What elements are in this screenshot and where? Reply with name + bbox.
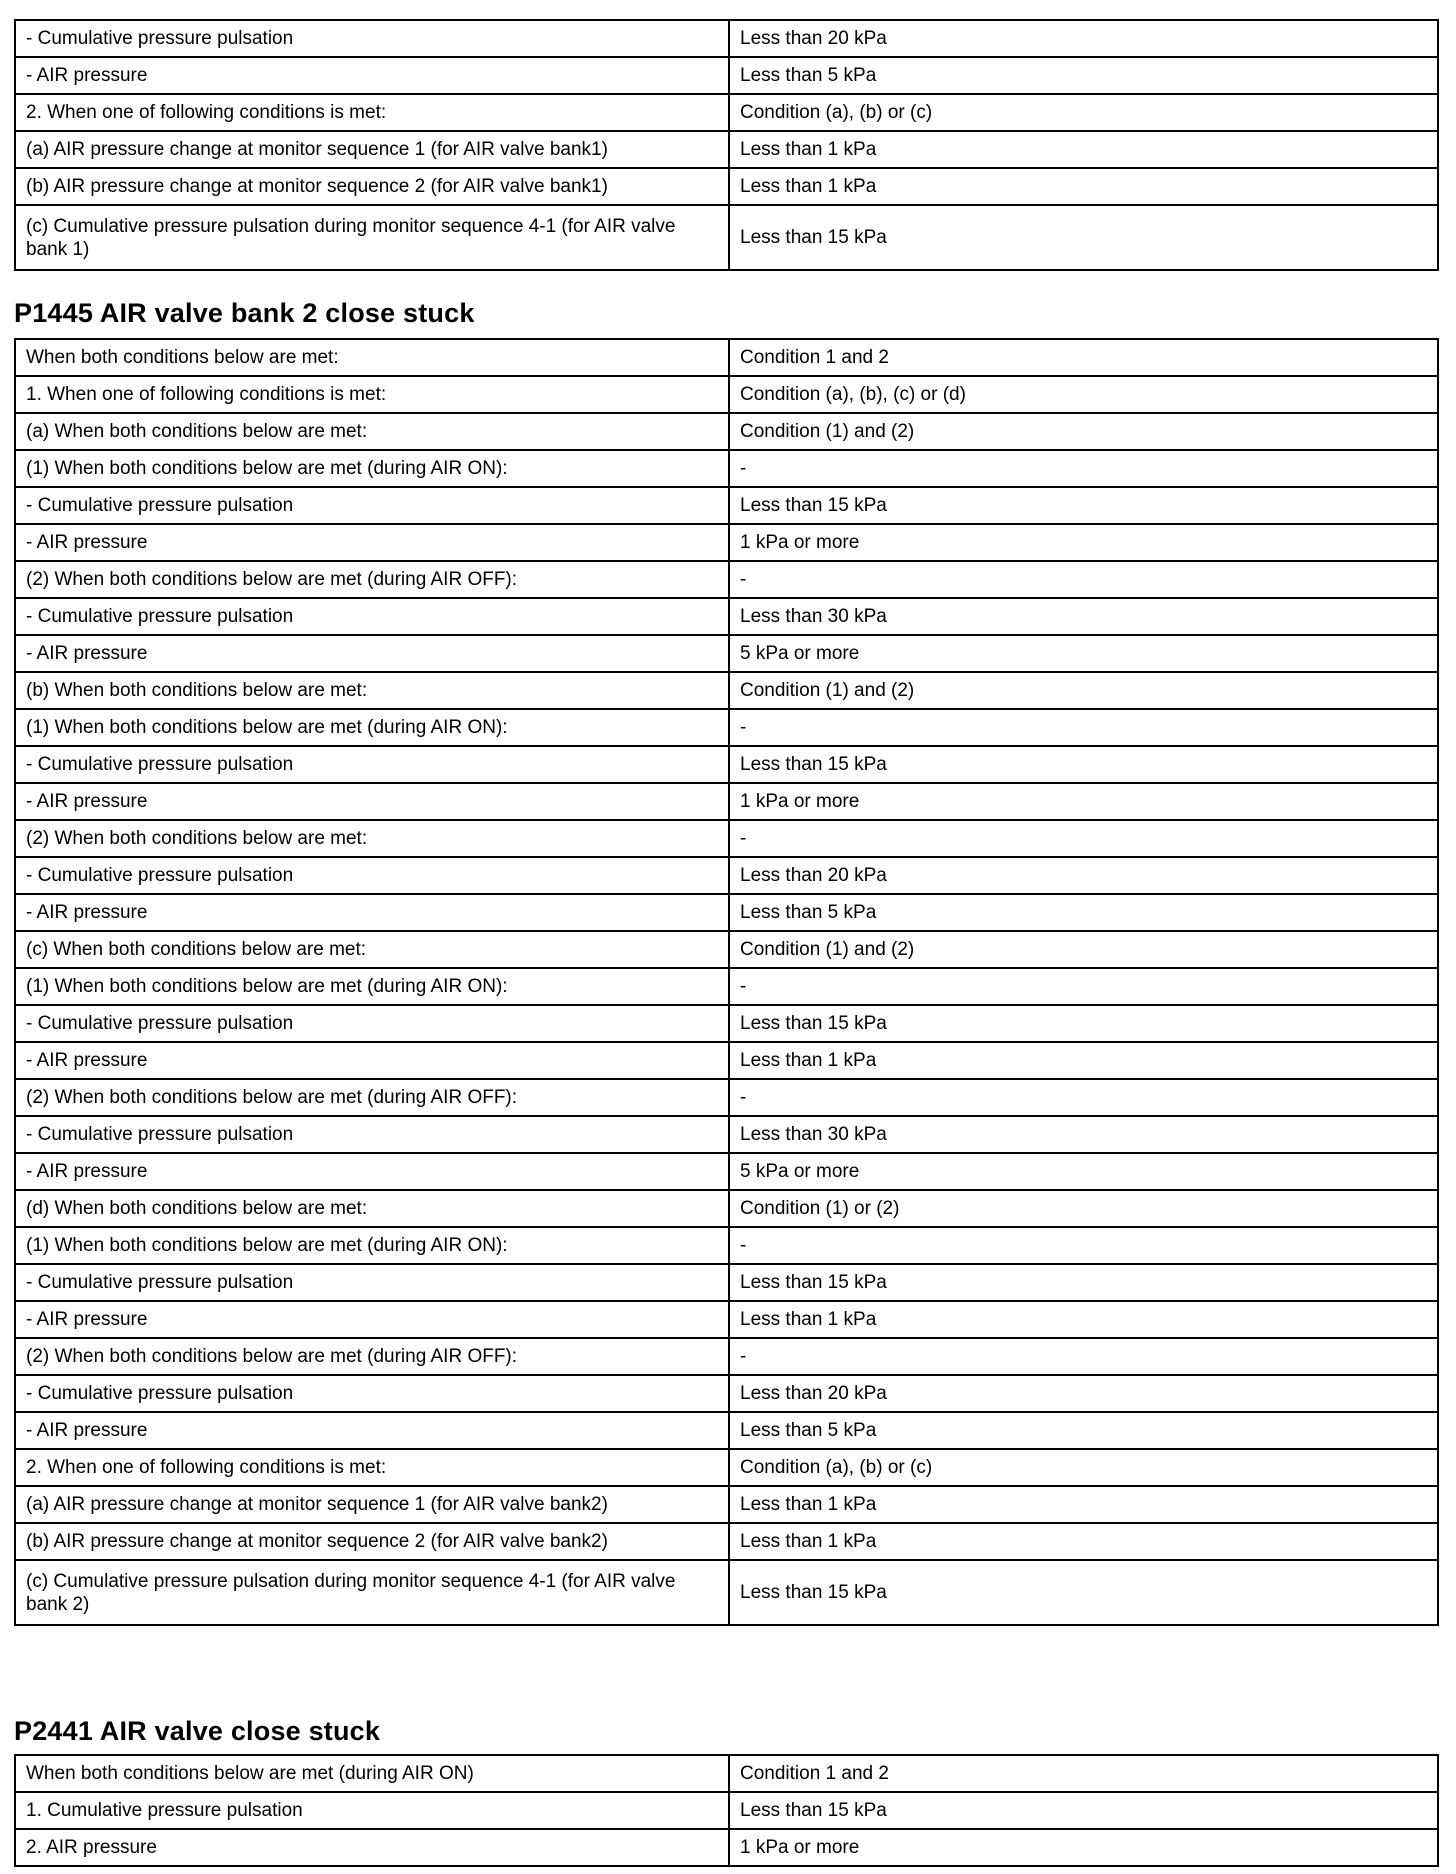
table-row: [15, 857, 1438, 894]
threshold-cell: Condition (1) and (2): [729, 931, 1438, 968]
threshold-cell: Less than 1 kPa: [729, 168, 1438, 205]
table-row: [15, 783, 1438, 820]
threshold-cell: 5 kPa or more: [729, 1153, 1438, 1190]
threshold-cell: Condition (1) or (2): [729, 1190, 1438, 1227]
condition-cell: - AIR pressure: [15, 783, 729, 820]
table-row: [15, 487, 1438, 524]
condition-cell: When both conditions below are met (during AIR ON): [15, 1755, 729, 1792]
table-row: [15, 1079, 1438, 1116]
threshold-cell: 1 kPa or more: [729, 783, 1438, 820]
table-row: [15, 1449, 1438, 1486]
condition-cell: 2. When one of following conditions is met:: [15, 1449, 729, 1486]
table-row: [15, 746, 1438, 783]
table-row: [15, 1412, 1438, 1449]
threshold-cell: Less than 1 kPa: [729, 1486, 1438, 1523]
threshold-cell: Condition (a), (b) or (c): [729, 1449, 1438, 1486]
threshold-cell: -: [729, 820, 1438, 857]
condition-cell: (2) When both conditions below are met (during AIR OFF):: [15, 1338, 729, 1375]
threshold-cell: Less than 15 kPa: [729, 746, 1438, 783]
condition-cell: - AIR pressure: [15, 524, 729, 561]
threshold-cell: Less than 1 kPa: [729, 1042, 1438, 1079]
table-row: [15, 376, 1438, 413]
threshold-cell: Condition 1 and 2: [729, 1755, 1438, 1792]
table-row: [15, 1042, 1438, 1079]
condition-cell: (1) When both conditions below are met (during AIR ON):: [15, 450, 729, 487]
table-row: [15, 1264, 1438, 1301]
threshold-cell: Less than 15 kPa: [729, 1560, 1438, 1625]
table-row: [15, 561, 1438, 598]
threshold-cell: Less than 1 kPa: [729, 1523, 1438, 1560]
condition-cell: When both conditions below are met:: [15, 339, 729, 376]
condition-cell: 1. Cumulative pressure pulsation: [15, 1792, 729, 1829]
table-row: [15, 57, 1438, 94]
condition-cell: 2. When one of following conditions is met:: [15, 94, 729, 131]
condition-cell: - Cumulative pressure pulsation: [15, 1116, 729, 1153]
threshold-cell: Condition (1) and (2): [729, 413, 1438, 450]
condition-cell: - AIR pressure: [15, 1042, 729, 1079]
condition-cell: - Cumulative pressure pulsation: [15, 598, 729, 635]
condition-cell: (b) AIR pressure change at monitor sequence 2 (for AIR valve bank2): [15, 1523, 729, 1560]
table-row: [15, 1560, 1438, 1625]
table-row: [15, 1301, 1438, 1338]
condition-cell: - AIR pressure: [15, 1412, 729, 1449]
threshold-cell: Less than 15 kPa: [729, 1792, 1438, 1829]
threshold-cell: Less than 20 kPa: [729, 857, 1438, 894]
threshold-cell: Less than 15 kPa: [729, 205, 1438, 270]
threshold-cell: Less than 5 kPa: [729, 1412, 1438, 1449]
condition-cell: - Cumulative pressure pulsation: [15, 487, 729, 524]
threshold-cell: Less than 20 kPa: [729, 20, 1438, 57]
table-row: [15, 1116, 1438, 1153]
table-row: [15, 672, 1438, 709]
condition-cell: - AIR pressure: [15, 894, 729, 931]
condition-cell: (a) AIR pressure change at monitor sequence 1 (for AIR valve bank2): [15, 1486, 729, 1523]
condition-cell: 2. AIR pressure: [15, 1829, 729, 1866]
table-row: [15, 968, 1438, 1005]
table-row: [15, 1486, 1438, 1523]
threshold-cell: Less than 1 kPa: [729, 1301, 1438, 1338]
condition-cell: (2) When both conditions below are met (during AIR OFF):: [15, 561, 729, 598]
table-row: [15, 205, 1438, 270]
conditions-table-p1445: [14, 338, 1439, 1626]
condition-cell: - AIR pressure: [15, 57, 729, 94]
table-row: [15, 1190, 1438, 1227]
condition-cell: - AIR pressure: [15, 1153, 729, 1190]
condition-cell: (c) Cumulative pressure pulsation during monitor sequence 4-1 (for AIR valve bank 2): [15, 1560, 729, 1625]
table-row: [15, 131, 1438, 168]
threshold-cell: Less than 15 kPa: [729, 1264, 1438, 1301]
condition-cell: - Cumulative pressure pulsation: [15, 1375, 729, 1412]
threshold-cell: 5 kPa or more: [729, 635, 1438, 672]
condition-cell: 1. When one of following conditions is met:: [15, 376, 729, 413]
threshold-cell: Condition (1) and (2): [729, 672, 1438, 709]
section-heading-p1445: P1445 AIR valve bank 2 close stuck: [14, 298, 475, 328]
condition-cell: - Cumulative pressure pulsation: [15, 857, 729, 894]
threshold-cell: -: [729, 1227, 1438, 1264]
section-heading-p2441: P2441 AIR valve close stuck: [14, 1716, 381, 1746]
threshold-cell: 1 kPa or more: [729, 1829, 1438, 1866]
threshold-cell: Condition (a), (b) or (c): [729, 94, 1438, 131]
condition-cell: - Cumulative pressure pulsation: [15, 1264, 729, 1301]
table-row: [15, 450, 1438, 487]
condition-cell: (c) When both conditions below are met:: [15, 931, 729, 968]
table-row: [15, 1153, 1438, 1190]
condition-cell: - AIR pressure: [15, 635, 729, 672]
condition-cell: (d) When both conditions below are met:: [15, 1190, 729, 1227]
threshold-cell: -: [729, 1079, 1438, 1116]
table-row: [15, 168, 1438, 205]
table-row: [15, 1005, 1438, 1042]
threshold-cell: Less than 5 kPa: [729, 894, 1438, 931]
threshold-cell: 1 kPa or more: [729, 524, 1438, 561]
conditions-table-p2441: [14, 1754, 1439, 1867]
threshold-cell: Less than 15 kPa: [729, 487, 1438, 524]
condition-cell: (b) AIR pressure change at monitor sequence 2 (for AIR valve bank1): [15, 168, 729, 205]
threshold-cell: -: [729, 1338, 1438, 1375]
table-row: [15, 1792, 1438, 1829]
table-row: [15, 413, 1438, 450]
condition-cell: - Cumulative pressure pulsation: [15, 20, 729, 57]
table-row: [15, 1375, 1438, 1412]
threshold-cell: Less than 15 kPa: [729, 1005, 1438, 1042]
table-row: [15, 598, 1438, 635]
threshold-cell: -: [729, 450, 1438, 487]
condition-cell: - AIR pressure: [15, 1301, 729, 1338]
condition-cell: (a) When both conditions below are met:: [15, 413, 729, 450]
threshold-cell: -: [729, 709, 1438, 746]
table-row: [15, 709, 1438, 746]
table-row: [15, 524, 1438, 561]
threshold-cell: Less than 5 kPa: [729, 57, 1438, 94]
condition-cell: (c) Cumulative pressure pulsation during monitor sequence 4-1 (for AIR valve bank 1): [15, 205, 729, 270]
condition-cell: - Cumulative pressure pulsation: [15, 746, 729, 783]
table-row: [15, 931, 1438, 968]
threshold-cell: Less than 30 kPa: [729, 1116, 1438, 1153]
table-row: [15, 20, 1438, 57]
condition-cell: - Cumulative pressure pulsation: [15, 1005, 729, 1042]
table-row: [15, 894, 1438, 931]
table-row: [15, 1755, 1438, 1792]
condition-cell: (1) When both conditions below are met (during AIR ON):: [15, 1227, 729, 1264]
table-row: [15, 1523, 1438, 1560]
condition-cell: (b) When both conditions below are met:: [15, 672, 729, 709]
condition-cell: (a) AIR pressure change at monitor sequence 1 (for AIR valve bank1): [15, 131, 729, 168]
table-row: [15, 1227, 1438, 1264]
threshold-cell: Less than 30 kPa: [729, 598, 1438, 635]
table-row: [15, 339, 1438, 376]
table-row: [15, 1338, 1438, 1375]
condition-cell: (2) When both conditions below are met (during AIR OFF):: [15, 1079, 729, 1116]
condition-cell: (1) When both conditions below are met (during AIR ON):: [15, 968, 729, 1005]
threshold-cell: Less than 20 kPa: [729, 1375, 1438, 1412]
table-row: [15, 1829, 1438, 1866]
condition-cell: (1) When both conditions below are met (during AIR ON):: [15, 709, 729, 746]
threshold-cell: -: [729, 561, 1438, 598]
conditions-table-continued: [14, 19, 1439, 271]
condition-cell: (2) When both conditions below are met:: [15, 820, 729, 857]
threshold-cell: Condition (a), (b), (c) or (d): [729, 376, 1438, 413]
table-row: [15, 635, 1438, 672]
table-row: [15, 94, 1438, 131]
threshold-cell: Condition 1 and 2: [729, 339, 1438, 376]
table-row: [15, 820, 1438, 857]
threshold-cell: -: [729, 968, 1438, 1005]
threshold-cell: Less than 1 kPa: [729, 131, 1438, 168]
